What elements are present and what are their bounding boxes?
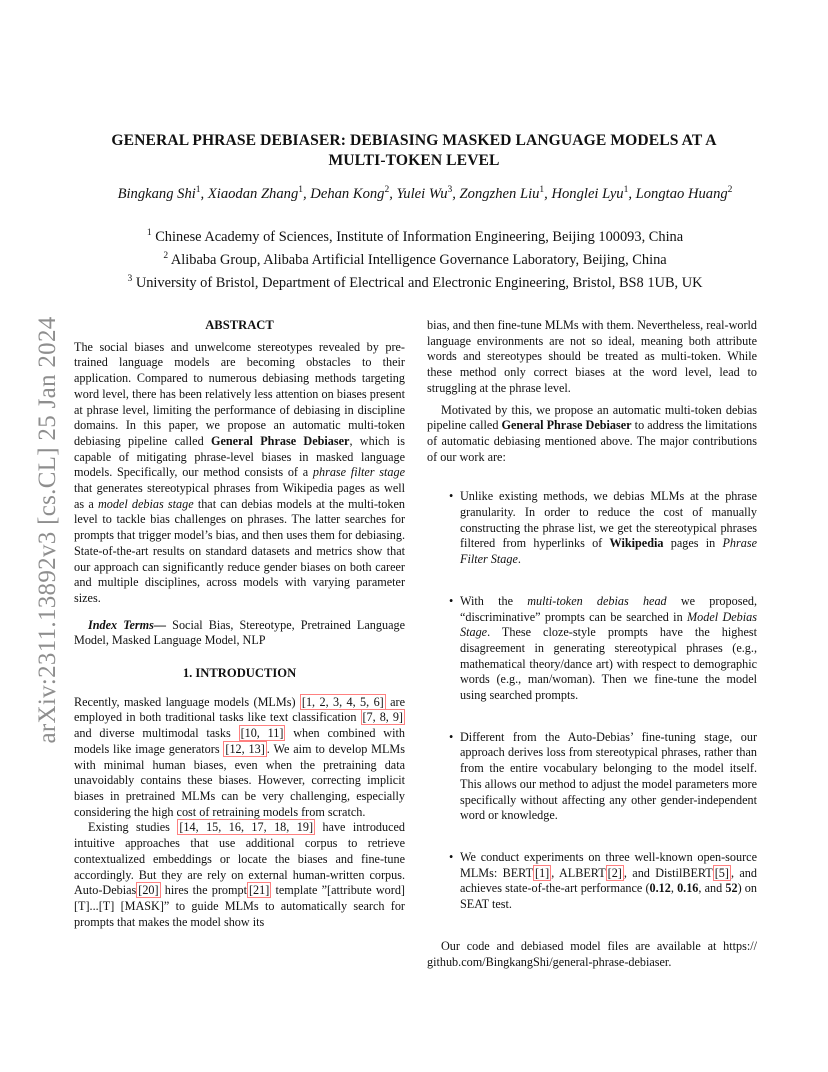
- text-run: that can debias models at the multi-token level to tackle bias challenges on phrases. The latter searches for prompts that trigger model’s bias, and then uses them for debiasing. State-of-the-art results on standard datasets and metrics show that our approach can significantly reduce gender biases on both career and multiple disciplines, across models with varying parameter sizes.: [74, 496, 405, 605]
- text-run: The social biases and unwelcome stereotypes revealed by pre-trained language models are becoming obstacles to their application. Compared to numerous debiasing methods targeting word level, there has been relatively less attention on biases present at phrase level, limiting the performance of debiasing in discipline domains. In this paper, we propose an automatic multi-token debiasing pipeline called: [74, 339, 405, 448]
- emphasis: multi-token debias head: [527, 593, 667, 608]
- text-run: hires the prompt: [160, 883, 247, 898]
- text-run: , ALBERT: [551, 865, 606, 880]
- stage-name: model debias stage: [97, 496, 194, 511]
- author: Zongzhen Liu: [459, 185, 540, 202]
- text-run: Recently, masked language models (MLMs): [74, 694, 300, 709]
- text-run: template ”[attribute word] [T]...[T] [MASK]” to guide MLMs to automatically search for prompts that makes the model show its: [74, 883, 405, 929]
- author: Honglei Lyu: [551, 185, 624, 202]
- text-run: , and DistilBERT: [623, 865, 713, 880]
- text-run: Motivated by this, we propose an automatic multi-token debias pipeline called: [427, 402, 757, 433]
- text-run: . These cloze-style prompts have the highest disagreement in generating stereotypical phrases (e.g., mathematical theory/dance art) with respect to demographic words (e.g., man/woman). Then we fine-tune the model using searched prompts.: [460, 625, 757, 703]
- affiliation-mark: 2: [163, 250, 169, 261]
- abstract-text: [74, 340, 405, 607]
- affiliation-mark: 1: [146, 228, 152, 238]
- emphasis: Wikipedia: [609, 536, 664, 551]
- stage-name: Phrase Filter Stage: [460, 536, 758, 567]
- left-column: [74, 318, 405, 930]
- text-run: .: [517, 552, 521, 567]
- citation-link[interactable]: [1]: [535, 865, 550, 880]
- stage-name: Model Debias Stage: [460, 609, 757, 640]
- text-run: have introduced intuitive approaches that use additional corpus to retrieve contextualized embeddings or locate the biases and fine-tune accordingly. But they are rely on external human-written corpus. Auto-Debias: [74, 820, 406, 898]
- affiliations: [60, 224, 770, 292]
- text-run: are employed in both traditional tasks like text classification: [74, 694, 405, 725]
- result-value: 0.16: [677, 881, 699, 896]
- text-run: Unlike existing methods, we debias MLMs at the phrase granularity. In order to reduce the cost of manually constructing the phrase list, we get the stereotypical phrases filtered from hyperlinks of: [460, 489, 757, 551]
- intro-heading: 1. INTRODUCTION: [182, 666, 297, 681]
- paper-title: [80, 131, 748, 171]
- author-affiliation-mark: 1: [623, 185, 629, 195]
- text-run: we proposed, “discriminative” prompts can be searched in: [460, 593, 757, 624]
- contribution-item: [427, 489, 757, 568]
- author: Xiaodan Zhang: [207, 185, 299, 202]
- text-run: We conduct experiments on three well-known open-source MLMs: BERT: [460, 849, 757, 880]
- author-list: Bingkang Shi$^1$, Xiaodan Zhang$^1$, Dehan Kong$^2$, Yulei Wu$^3$, Zongzhen Liu$^1$, Honglei Lyu$^1$, Longtao Huang$^2$: [117, 185, 733, 202]
- author-affiliation-mark: 1: [195, 185, 201, 195]
- right-paragraph-1: bias, and then fine-tune MLMs with them. Nevertheless, real-world language environments are not so ideal, meaning both attribute words and stereotypes should be treated as multi-token. While these method only correct biases at the word level, lead to struggling at the phrase level.: [427, 318, 757, 395]
- title-line-1: GENERAL PHRASE DEBIASER: DEBIASING MASKED LANGUAGE MODELS AT A: [111, 132, 717, 149]
- affiliation-text: University of Bristol, Department of Electrical and Electronic Engineering, Bristol, BS8 1UB, UK: [135, 274, 703, 291]
- result-value: 0.12: [649, 881, 671, 896]
- citation-link[interactable]: [14, 15, 16, 17, 18, 19]: [179, 820, 314, 835]
- author-affiliation-mark: 1: [298, 185, 303, 195]
- text-run: , and: [698, 881, 726, 896]
- author-affiliation-mark: 3: [447, 185, 453, 195]
- intro-paragraph-1: [74, 695, 405, 821]
- result-value: 52: [725, 881, 738, 896]
- index-terms: [74, 618, 405, 649]
- index-terms-text: Social Bias, Stereotype, Pretrained Language Model, Masked Language Model, NLP: [74, 617, 405, 648]
- text-run: to address the limitations of automatic debiasing mentioned above. The major contributions of our work are:: [427, 418, 758, 464]
- citation-link[interactable]: [12, 13]: [225, 741, 265, 756]
- text-run: With the: [460, 593, 528, 608]
- citation-link[interactable]: [1, 2, 3, 4, 5, 6]: [301, 694, 384, 709]
- bullet-icon: •: [449, 729, 454, 744]
- affiliation-text: Chinese Academy of Sciences, Institute of Information Engineering, Beijing 100093, China: [155, 228, 684, 245]
- text-run: Existing studies: [88, 820, 178, 835]
- text-run: Different from the Auto-Debias’ fine-tuning stage, our approach derives loss from stereotypical phrases, rather than from the entire vocabulary belonging to the model itself. This allows our method to adjust the model parameters more specifically without affecting any other gender-independent word or knowledge.: [460, 729, 757, 823]
- citation-link[interactable]: [2]: [607, 865, 622, 880]
- affiliation-text: Alibaba Group, Alibaba Artificial Intelligence Governance Laboratory, Beijing, China: [170, 251, 667, 268]
- author: Yulei Wu: [396, 185, 448, 202]
- citation-link[interactable]: [21]: [248, 883, 270, 898]
- text-run: ,: [670, 881, 678, 896]
- method-name: General Phrase Debiaser: [501, 418, 632, 433]
- bullet-icon: •: [449, 593, 454, 608]
- bullet-icon: •: [449, 849, 454, 864]
- author: Bingkang Shi: [117, 185, 196, 202]
- author: Longtao Huang: [635, 185, 728, 202]
- text-run: when combined with models like image generators: [74, 726, 405, 756]
- citation-link[interactable]: [10, 11]: [240, 726, 284, 741]
- text-run: pages in: [663, 536, 723, 551]
- text-run: and diverse multimodal tasks: [74, 726, 239, 741]
- citation-link[interactable]: [5]: [714, 865, 729, 880]
- text-run: ) on SEAT test.: [460, 881, 757, 912]
- method-name: General Phrase Debiaser: [210, 433, 350, 448]
- intro-paragraph-2: [74, 820, 405, 930]
- text-run: that generates stereotypical phrases from Wikipedia pages as well as a: [74, 481, 405, 511]
- title-line-2: MULTI-TOKEN LEVEL: [328, 152, 500, 169]
- text-run: , which is capable of mitigating phrase-level biases in masked language models. Specifically, our method consists of a: [74, 433, 406, 480]
- right-paragraph-2: [427, 403, 757, 466]
- affiliation: [60, 224, 770, 247]
- text-run: , and achieves state-of-the-art performance (: [460, 865, 757, 896]
- author: Dehan Kong: [310, 185, 385, 202]
- author-affiliation-mark: 2: [384, 185, 390, 195]
- contribution-item: [427, 730, 757, 824]
- contributions-list: [427, 489, 757, 912]
- right-column: [427, 318, 757, 970]
- contribution-item: [427, 850, 757, 913]
- bullet-icon: •: [449, 489, 454, 504]
- affiliation: [60, 247, 770, 270]
- stage-name: phrase filter stage: [312, 465, 405, 480]
- arxiv-stamp: arXiv:2311.13892v3 [cs.CL] 25 Jan 2024: [34, 316, 61, 744]
- contribution-item: [427, 594, 757, 704]
- index-terms-label: Index Terms—: [88, 617, 167, 632]
- citation-link[interactable]: [20]: [138, 883, 159, 898]
- citation-link[interactable]: [7, 8, 9]: [362, 710, 403, 725]
- author-affiliation-mark: 1: [539, 185, 545, 195]
- text-run: . We aim to develop MLMs with minimal human biases, even when the pretraining data unavoidably contains these biases. However, correcting implicit biases in pretrained MLMs can be very challenging, especially considering the high cost of retraining models from scratch.: [74, 741, 405, 819]
- code-availability: Our code and debiased model files are available at https:// github.com/BingkangShi/general-phrase-debiaser.: [427, 938, 757, 969]
- affiliation-mark: 3: [127, 273, 133, 284]
- author-affiliation-mark: 2: [727, 185, 733, 195]
- affiliation: [60, 270, 770, 293]
- abstract-heading: ABSTRACT: [205, 318, 274, 332]
